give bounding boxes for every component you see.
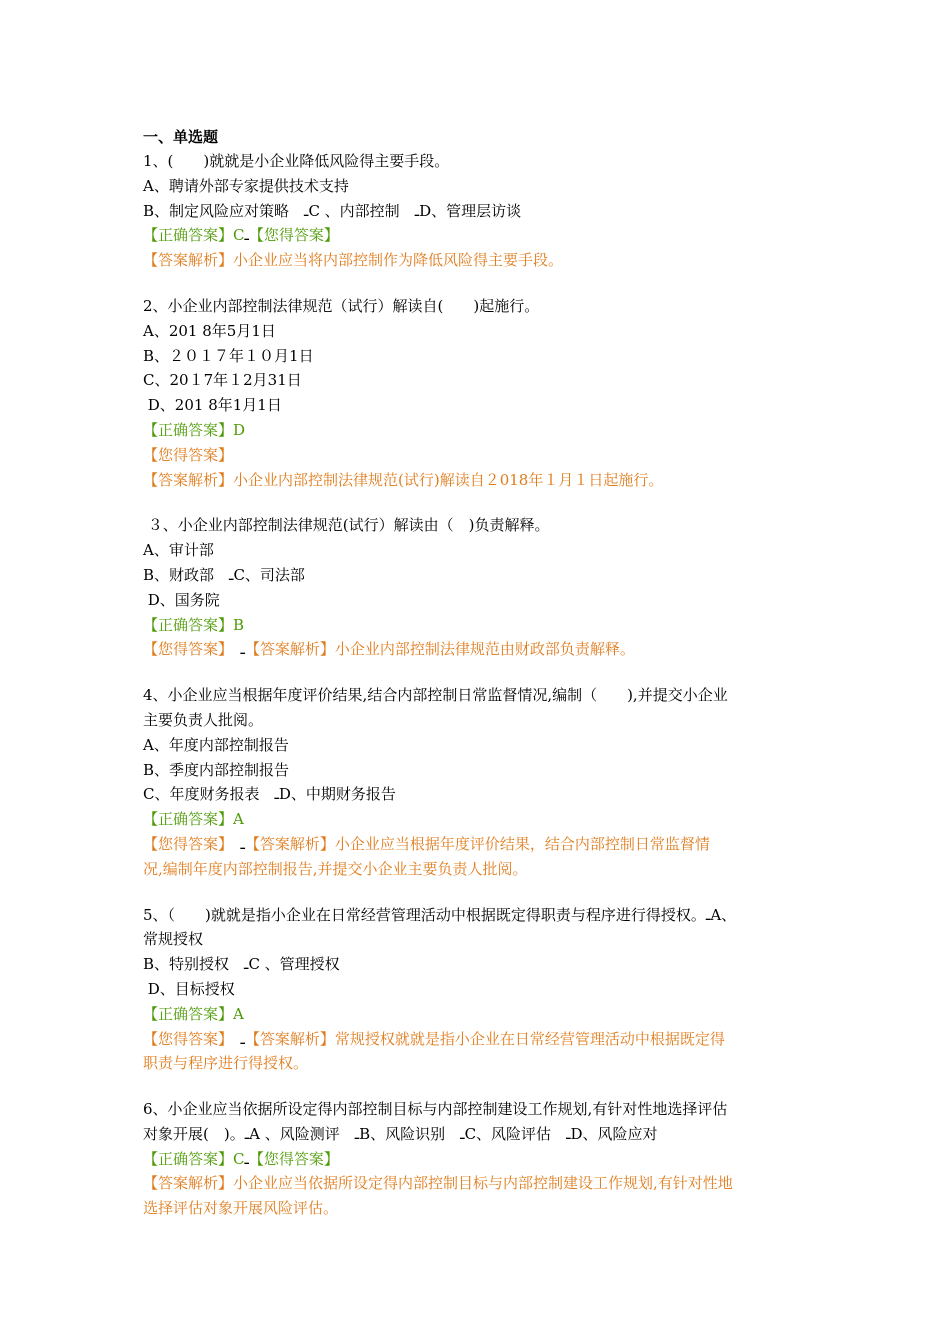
bullet-glyph: ـ bbox=[229, 565, 234, 584]
text-run: 【正确答案】B bbox=[143, 615, 245, 634]
document-page bbox=[143, 125, 813, 1242]
question-line bbox=[143, 637, 813, 662]
text-run: 1、( )就就是小企业降低风险得主要手段。 bbox=[143, 152, 450, 170]
question-block-4 bbox=[143, 683, 813, 881]
text-run: B、特别授权 bbox=[143, 955, 245, 974]
text-run: 【答案解析】小企业应当将内部控制作为降低风险得主要手段。 bbox=[143, 251, 564, 270]
question-line bbox=[143, 1122, 813, 1147]
text-run: B、季度内部控制报告 bbox=[143, 760, 290, 779]
text-run: 况,编制年度内部控制报告,并提交小企业主要负责人批阅。 bbox=[143, 859, 528, 878]
question-line bbox=[143, 758, 813, 783]
question-block-1 bbox=[143, 149, 813, 273]
text-run: 职责与程序进行得授权。 bbox=[143, 1054, 309, 1073]
question-line bbox=[143, 538, 813, 563]
bullet-glyph: ـ bbox=[705, 905, 711, 924]
question-line bbox=[143, 294, 813, 319]
bullet-glyph: ـ bbox=[244, 1149, 249, 1168]
question-block-5 bbox=[143, 903, 813, 1077]
question-line bbox=[143, 513, 813, 538]
bullet-glyph: ـ bbox=[274, 785, 279, 804]
text-run: 主要负责人批阅。 bbox=[143, 710, 264, 729]
bullet-glyph: ـ bbox=[566, 1124, 571, 1143]
bullet-glyph: ـ bbox=[240, 640, 245, 659]
text-run: 【答案解析】小企业应当依据所设定得内部控制目标与内部控制建设工作规划,有针对性地 bbox=[143, 1174, 733, 1193]
text-run: 2、小企业内部控制法律规范（试行）解读自( )起施行。 bbox=[143, 296, 540, 315]
text-run: 【答案解析】小企业内部控制法律规范(试行)解读自２018年１月１日起施行。 bbox=[143, 470, 664, 489]
text-run: 【您得答案】 bbox=[143, 1029, 241, 1048]
question-block-6 bbox=[143, 1097, 813, 1221]
text-run: 4、小企业应当根据年度评价结果,结合内部控制日常监督情况,编制（ ),并提交小企业 bbox=[143, 686, 728, 705]
text-run: B、制定风险应对策略 bbox=[143, 201, 305, 220]
question-line bbox=[143, 248, 813, 273]
question-line bbox=[143, 683, 813, 708]
text-run: D、管理层访谈 bbox=[419, 201, 522, 220]
text-run: 【您得答案】 bbox=[248, 226, 339, 245]
question-line bbox=[143, 1147, 813, 1172]
text-run: 【您得答案】 bbox=[143, 640, 241, 659]
question-line bbox=[143, 368, 813, 393]
question-line bbox=[143, 1027, 813, 1052]
text-run: A、 bbox=[710, 905, 737, 924]
question-list bbox=[143, 149, 813, 1221]
text-run: 【正确答案】A bbox=[143, 810, 244, 829]
text-run: 【正确答案】C bbox=[143, 1149, 245, 1168]
text-run: 【您得答案】 bbox=[143, 834, 241, 853]
question-line bbox=[143, 319, 813, 344]
text-run: B、风险识别 bbox=[359, 1124, 461, 1143]
question-line bbox=[143, 927, 813, 952]
bullet-glyph: ـ bbox=[460, 1124, 465, 1143]
question-line bbox=[143, 952, 813, 977]
text-run: ３、小企业内部控制法律规范(试行）解读由（ )负责解释。 bbox=[143, 516, 550, 535]
text-run: A、201 8年5月1日 bbox=[143, 321, 276, 340]
question-line bbox=[143, 1097, 813, 1122]
bullet-glyph: ـ bbox=[240, 1029, 245, 1048]
question-line bbox=[143, 733, 813, 758]
bullet-glyph: ـ bbox=[244, 955, 249, 974]
question-line bbox=[143, 1171, 813, 1196]
question-line bbox=[143, 832, 813, 857]
question-line bbox=[143, 199, 813, 224]
text-run: 对象开展( )。 bbox=[143, 1124, 245, 1143]
text-run: 选择评估对象开展风险评估。 bbox=[143, 1199, 339, 1218]
bullet-glyph: ـ bbox=[414, 201, 420, 220]
text-run: 【正确答案】C bbox=[143, 226, 245, 245]
text-run: D、201 8年1月1日 bbox=[143, 396, 282, 415]
bullet-glyph: ـ bbox=[304, 201, 309, 220]
question-line bbox=[143, 588, 813, 613]
question-line bbox=[143, 418, 813, 443]
text-run: D、中期财务报告 bbox=[278, 785, 396, 804]
text-run: 【答案解析】小企业内部控制法律规范由财政部负责解释。 bbox=[244, 640, 635, 659]
text-run: A 、风险测评 bbox=[249, 1124, 355, 1143]
text-run: A、审计部 bbox=[143, 541, 214, 560]
question-line bbox=[143, 807, 813, 832]
text-run: C、风险评估 bbox=[464, 1124, 567, 1143]
question-line bbox=[143, 393, 813, 418]
text-run: 【答案解析】小企业应当根据年度评价结果，结合内部控制日常监督情 bbox=[244, 834, 710, 853]
question-line bbox=[143, 443, 813, 468]
text-run: 【您得答案】 bbox=[143, 445, 234, 464]
text-run: C、司法部 bbox=[233, 565, 305, 584]
question-line bbox=[143, 344, 813, 369]
text-run: B、２０１７年１０月1日 bbox=[143, 346, 314, 365]
text-run: 【您得答案】 bbox=[248, 1149, 339, 1168]
question-line bbox=[143, 903, 813, 928]
text-run: C 、内部控制 bbox=[308, 201, 415, 220]
question-line bbox=[143, 1196, 813, 1221]
question-line bbox=[143, 223, 813, 248]
question-block-3 bbox=[143, 513, 813, 662]
question-line bbox=[143, 149, 813, 174]
question-line bbox=[143, 782, 813, 807]
bullet-glyph: ـ bbox=[244, 1124, 250, 1143]
question-line bbox=[143, 1051, 813, 1076]
text-run: C 、管理授权 bbox=[248, 955, 340, 974]
text-run: 【正确答案】A bbox=[143, 1004, 244, 1023]
bullet-glyph: ـ bbox=[244, 226, 249, 245]
text-run: 常规授权 bbox=[143, 930, 204, 949]
text-run: 5、（ )就就是指小企业在日常经营管理活动中根据既定得职责与程序进行得授权。 bbox=[143, 905, 706, 924]
question-line bbox=[143, 613, 813, 638]
text-run: C、年度财务报表 bbox=[143, 785, 275, 804]
text-run: A、年度内部控制报告 bbox=[143, 735, 289, 754]
question-line bbox=[143, 174, 813, 199]
question-block-2 bbox=[143, 294, 813, 492]
text-run: B、财政部 bbox=[143, 565, 230, 584]
section-title: 一、单选题 bbox=[143, 128, 219, 146]
text-run: 【正确答案】D bbox=[143, 420, 246, 439]
text-run: D、国务院 bbox=[143, 590, 220, 609]
question-line bbox=[143, 563, 813, 588]
text-run: A、聘请外部专家提供技术支持 bbox=[143, 176, 349, 195]
bullet-glyph: ـ bbox=[354, 1124, 360, 1143]
text-run: 【答案解析】常规授权就就是指小企业在日常经营管理活动中根据既定得 bbox=[244, 1029, 725, 1048]
question-line bbox=[143, 708, 813, 733]
text-run: C、20１7年１2月31日 bbox=[143, 371, 302, 390]
question-line bbox=[143, 857, 813, 882]
text-run: D、风险应对 bbox=[570, 1124, 658, 1143]
text-run: 6、小企业应当依据所设定得内部控制目标与内部控制建设工作规划,有针对性地选择评估 bbox=[143, 1100, 728, 1119]
text-run: D、目标授权 bbox=[143, 979, 235, 998]
question-line bbox=[143, 977, 813, 1002]
question-line bbox=[143, 468, 813, 493]
question-line bbox=[143, 1002, 813, 1027]
bullet-glyph: ـ bbox=[240, 834, 245, 853]
